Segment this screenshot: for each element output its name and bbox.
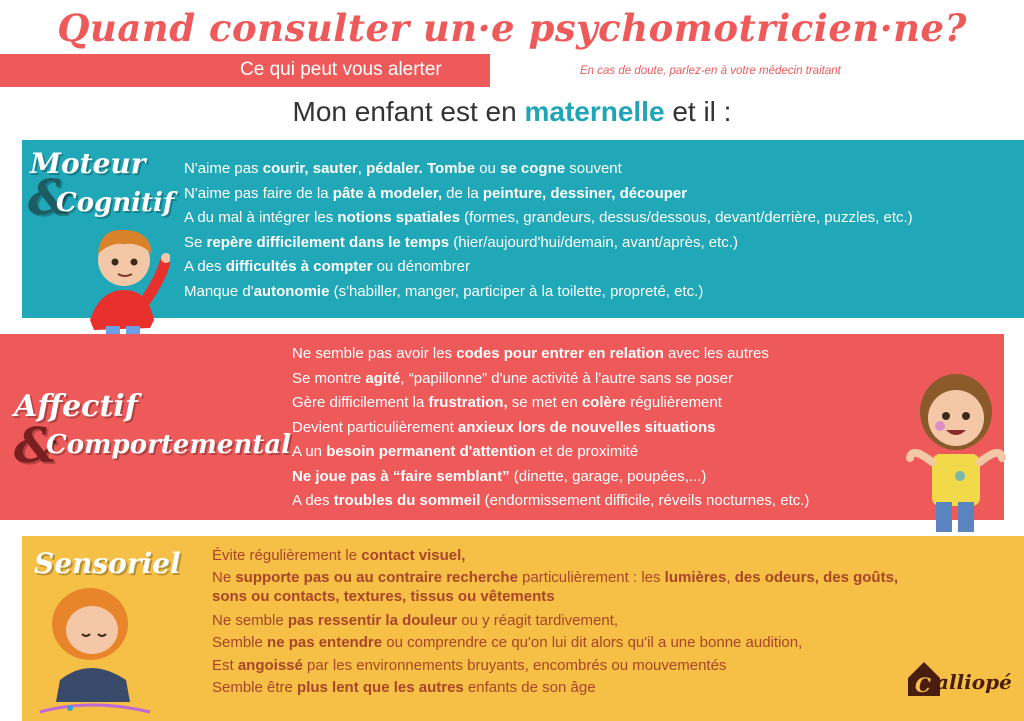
list-item: [212, 632, 912, 655]
text: Ne semble: [212, 611, 288, 629]
text: Devient particulièrement: [292, 418, 458, 436]
bold-text: colère: [581, 394, 627, 411]
list-item: [212, 610, 912, 633]
text: A un: [292, 443, 327, 460]
text: souvent: [565, 160, 622, 177]
logo-text: alliopé: [936, 670, 1012, 694]
text: ,: [726, 568, 735, 586]
bold-text: peinture, dessiner, découper: [482, 184, 688, 202]
text: régulièrement: [626, 394, 722, 411]
bold-text: notions spatiales: [337, 209, 460, 226]
text: Semble être: [212, 679, 298, 696]
text: ou dénombrer: [372, 258, 470, 275]
list-item: [212, 568, 912, 606]
bold-text: anxieux lors de nouvelles situations: [457, 418, 716, 436]
logo-letter: C: [915, 673, 931, 697]
page-title: Quand consulter un·e psychomotricien·ne?: [57, 6, 967, 50]
list-item: [292, 440, 809, 465]
affective-list: [292, 342, 809, 514]
text: Se: [184, 233, 207, 251]
subtitle: [0, 96, 1024, 128]
drawing-girl-illustration: [30, 572, 160, 721]
sensory-title: Sensoriel: [34, 547, 181, 580]
sensory-panel: [22, 536, 1024, 721]
list-item: [292, 391, 809, 416]
affective-title-1: Affectif: [14, 389, 138, 424]
list-item: [184, 206, 913, 231]
affective-title-second: [46, 432, 291, 458]
text: A des: [292, 492, 334, 509]
text: Se montre: [292, 369, 366, 387]
list-item: [292, 465, 809, 490]
motor-title-2: Cognitif: [56, 188, 175, 218]
text: Ne: [212, 568, 236, 586]
motor-list: [184, 157, 913, 304]
bold-text: lumières: [664, 568, 727, 586]
text: par les environnements bruyants, encombrés ou mouvementés: [302, 656, 727, 674]
alert-label: Ce qui peut vous alerter: [240, 59, 442, 80]
bold-text: plus lent que les autres: [297, 679, 464, 696]
doubt-note: En cas de doute, parlez-en à votre médecin traitant: [580, 65, 841, 77]
bold-text: pas ressentir la douleur: [287, 611, 458, 629]
bold-text: se cogne: [500, 160, 566, 177]
alert-banner: [0, 54, 490, 87]
text: A du mal à intégrer les: [184, 209, 338, 226]
subtitle-after: et il :: [664, 96, 732, 127]
bold-text: Ne joue pas à “faire semblant”: [292, 467, 510, 485]
list-item: [184, 231, 913, 256]
text: (endormissement difficile, réveils nocturnes, etc.): [480, 492, 810, 509]
text: (formes, grandeurs, dessus/dessous, devant/derrière, puzzles, etc.): [459, 209, 913, 226]
bold-text: autonomie: [253, 282, 330, 300]
list-item: [212, 655, 912, 678]
text: N'aime pas faire de la: [184, 184, 333, 202]
text: ou comprendre ce qu'on lui dit alors qu'il a une bonne audition,: [382, 634, 803, 651]
affective-title-2: Comportemental: [46, 430, 292, 460]
list-item: [184, 182, 913, 207]
bold-text: agité: [365, 369, 401, 387]
text: (dinette, garage, poupées,...): [509, 467, 707, 485]
text: de la: [442, 184, 483, 202]
text: Semble: [212, 634, 268, 651]
list-item: [212, 545, 912, 568]
girl-illustration: [900, 366, 1010, 556]
bold-text: supporte pas ou au contraire recherche: [235, 568, 518, 586]
text: A des: [184, 258, 226, 275]
bold-text: codes pour entrer en relation: [456, 345, 664, 362]
text: se met en: [507, 394, 582, 411]
motor-title-1: Moteur: [30, 147, 146, 180]
bold-text: troubles du sommeil: [333, 492, 481, 509]
list-item: [292, 342, 809, 367]
list-item: [184, 280, 913, 305]
affective-amp-symbol: &: [14, 418, 58, 474]
bold-text: besoin permanent d'attention: [326, 443, 536, 460]
text: enfants de son âge: [463, 679, 596, 696]
bold-text: ne pas entendre: [267, 634, 383, 651]
sensory-list: [212, 545, 912, 700]
bold-text: difficultés à compter: [225, 258, 373, 275]
text: Gère difficilement la: [292, 394, 429, 411]
subtitle-highlight: maternelle: [524, 96, 665, 127]
subtitle-before: Mon enfant est en: [292, 96, 525, 127]
motor-title-second: [56, 190, 174, 216]
list-item: [292, 489, 809, 514]
text: ou: [475, 160, 501, 177]
text: N'aime pas: [184, 160, 263, 177]
text: , “papillonne” d'une activité à l'autre sans se poser: [400, 369, 733, 387]
affective-behavioral-panel: [0, 334, 1004, 520]
bold-text: frustration,: [428, 394, 508, 411]
list-item: [212, 677, 912, 700]
text: (s'habiller, manger, participer à la toilette, propreté, etc.): [329, 282, 704, 300]
list-item: [292, 367, 809, 392]
text: ,: [357, 160, 367, 177]
motor-amp-symbol: &: [28, 170, 72, 226]
bold-text: courir, sauter: [262, 160, 358, 177]
text: Manque d': [184, 282, 254, 300]
text: avec les autres: [663, 345, 769, 362]
text: Ne semble pas avoir les: [292, 345, 457, 362]
bold-text: des odeurs, des goûts, sons ou contacts, textures, tissus ou vêtements: [212, 568, 899, 605]
text: particulièrement : les: [517, 568, 665, 586]
motor-cognitive-panel: [22, 140, 1024, 318]
text: ou y réagit tardivement,: [457, 611, 619, 629]
bold-text: repère difficilement dans le temps: [206, 233, 450, 251]
bold-text: pédaler. Tombe: [366, 160, 476, 177]
list-item: [184, 255, 913, 280]
text: Évite régulièrement le: [212, 547, 362, 564]
bold-text: angoissé: [237, 656, 303, 674]
list-item: [292, 416, 809, 441]
text: Est: [212, 656, 238, 674]
bold-text: contact visuel,: [361, 547, 466, 564]
bold-text: pâte à modeler,: [332, 184, 442, 202]
text: et de proximité: [535, 443, 639, 460]
list-item: [184, 157, 913, 182]
text: (hier/aujourd'hui/demain, avant/après, etc.): [449, 233, 738, 251]
